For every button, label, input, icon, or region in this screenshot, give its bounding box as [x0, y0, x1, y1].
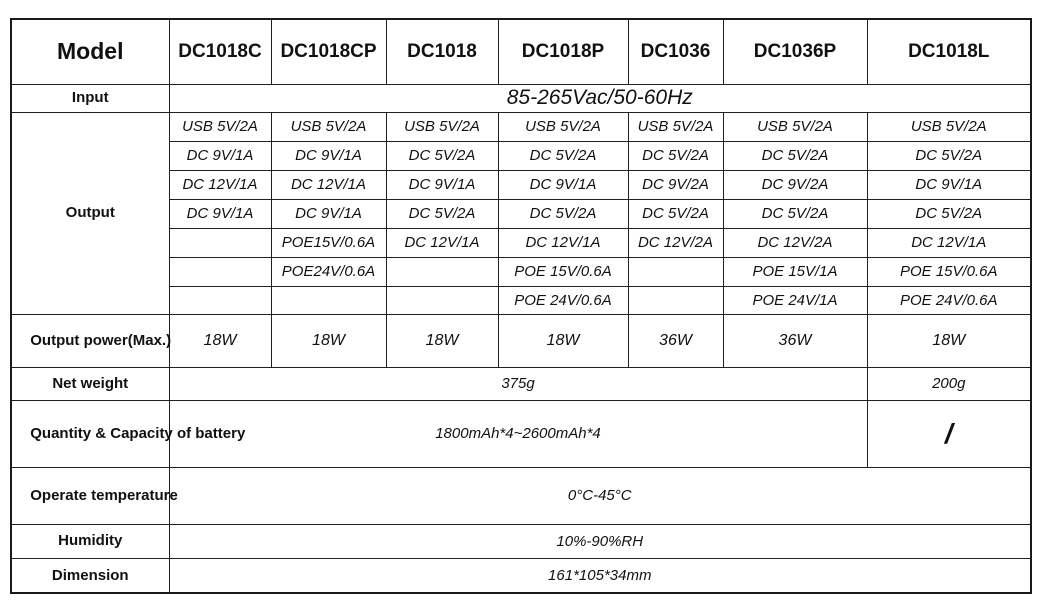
input-label-cell	[11, 84, 169, 112]
output-cell	[169, 228, 271, 257]
humidity-label: Humidity	[58, 532, 123, 550]
output-cell: DC 5V/2A	[867, 141, 1031, 170]
battery-value-dc1018l: /	[867, 400, 1031, 467]
net-weight-row	[11, 367, 1031, 400]
operate-temperature-row	[11, 467, 1031, 524]
output-cell	[628, 286, 723, 314]
dimension-label: Dimension	[51, 566, 129, 584]
net-weight-value-dc1018l: 200g	[867, 367, 1031, 400]
model-name-dc1036p: DC1036P	[723, 19, 867, 84]
header-row	[11, 19, 1031, 84]
output-cell: POE24V/0.6A	[271, 257, 386, 286]
output-power-label: Output power(Max.)	[30, 331, 172, 349]
output-power-label-cell	[11, 314, 172, 367]
humidity-row	[11, 524, 1031, 558]
output-power-value: 18W	[169, 314, 271, 367]
output-cell: POE 15V/1A	[723, 257, 867, 286]
output-cell	[628, 257, 723, 286]
output-cell: POE 15V/0.6A	[867, 257, 1031, 286]
output-cell: DC 9V/1A	[271, 141, 386, 170]
input-value: 85-265Vac/50-60Hz	[169, 84, 1031, 112]
output-cell: DC 5V/2A	[498, 141, 628, 170]
output-cell: DC 9V/1A	[386, 170, 498, 199]
output-label-cell	[11, 112, 169, 314]
output-power-value: 18W	[498, 314, 628, 367]
dimension-row	[11, 558, 1031, 593]
output-cell: POE15V/0.6A	[271, 228, 386, 257]
output-cell: USB 5V/2A	[723, 112, 867, 141]
output-cell: DC 9V/2A	[723, 170, 867, 199]
output-cell: USB 5V/2A	[169, 112, 271, 141]
operate-temperature-label-cell	[11, 467, 178, 524]
output-cell: USB 5V/2A	[271, 112, 386, 141]
output-row-1	[11, 112, 1031, 141]
output-power-value: 18W	[271, 314, 386, 367]
humidity-value: 10%-90%RH	[169, 524, 1031, 558]
output-cell: DC 9V/1A	[271, 199, 386, 228]
model-name-dc1018cp: DC1018CP	[271, 19, 386, 84]
output-cell: DC 9V/2A	[628, 170, 723, 199]
output-cell: DC 12V/1A	[386, 228, 498, 257]
net-weight-label-cell	[11, 367, 169, 400]
output-cell: DC 9V/1A	[169, 141, 271, 170]
input-label: Input	[71, 89, 109, 107]
output-cell	[386, 286, 498, 314]
output-cell: DC 12V/1A	[271, 170, 386, 199]
output-cell: POE 24V/0.6A	[498, 286, 628, 314]
output-cell: DC 12V/1A	[867, 228, 1031, 257]
model-name-dc1018c: DC1018C	[169, 19, 271, 84]
operate-temperature-value: 0°C-45°C	[169, 467, 1031, 524]
battery-label-cell	[11, 400, 246, 467]
output-cell	[169, 257, 271, 286]
spec-table	[10, 18, 1032, 594]
output-cell: USB 5V/2A	[867, 112, 1031, 141]
output-cell: POE 24V/1A	[723, 286, 867, 314]
battery-row	[11, 400, 1031, 467]
model-name-dc1018p: DC1018P	[498, 19, 628, 84]
output-cell: DC 5V/2A	[867, 199, 1031, 228]
output-cell: DC 5V/2A	[498, 199, 628, 228]
output-cell	[271, 286, 386, 314]
output-label: Output	[65, 204, 115, 222]
output-cell: DC 12V/2A	[723, 228, 867, 257]
output-cell: DC 9V/1A	[498, 170, 628, 199]
output-cell	[169, 286, 271, 314]
output-cell: DC 12V/2A	[628, 228, 723, 257]
output-cell: DC 9V/1A	[867, 170, 1031, 199]
output-cell: USB 5V/2A	[498, 112, 628, 141]
battery-label: Quantity & Capacity of battery	[30, 424, 246, 442]
output-power-value: 18W	[867, 314, 1031, 367]
output-cell: USB 5V/2A	[386, 112, 498, 141]
output-cell: POE 24V/0.6A	[867, 286, 1031, 314]
output-power-value: 36W	[723, 314, 867, 367]
model-name-dc1018l: DC1018L	[867, 19, 1031, 84]
output-cell: DC 5V/2A	[386, 141, 498, 170]
model-name-dc1018: DC1018	[386, 19, 498, 84]
output-power-value: 18W	[386, 314, 498, 367]
humidity-label-cell	[11, 524, 169, 558]
model-name-dc1036: DC1036	[628, 19, 723, 84]
output-cell: DC 5V/2A	[628, 141, 723, 170]
output-power-row	[11, 314, 1031, 367]
dimension-value: 161*105*34mm	[169, 558, 1031, 593]
battery-value: 1800mAh*4~2600mAh*4	[169, 400, 867, 467]
output-cell: DC 5V/2A	[723, 199, 867, 228]
output-cell: POE 15V/0.6A	[498, 257, 628, 286]
output-cell	[386, 257, 498, 286]
input-row	[11, 84, 1031, 112]
output-cell: DC 5V/2A	[628, 199, 723, 228]
output-cell: DC 5V/2A	[723, 141, 867, 170]
output-power-value: 36W	[628, 314, 723, 367]
net-weight-value: 375g	[169, 367, 867, 400]
output-cell: DC 12V/1A	[169, 170, 271, 199]
output-cell: USB 5V/2A	[628, 112, 723, 141]
operate-temperature-label: Operate temperature	[30, 486, 178, 504]
output-cell: DC 5V/2A	[386, 199, 498, 228]
output-cell: DC 12V/1A	[498, 228, 628, 257]
net-weight-label: Net weight	[52, 374, 129, 392]
output-cell: DC 9V/1A	[169, 199, 271, 228]
model-header: Model	[11, 19, 169, 84]
dimension-label-cell	[11, 558, 169, 593]
